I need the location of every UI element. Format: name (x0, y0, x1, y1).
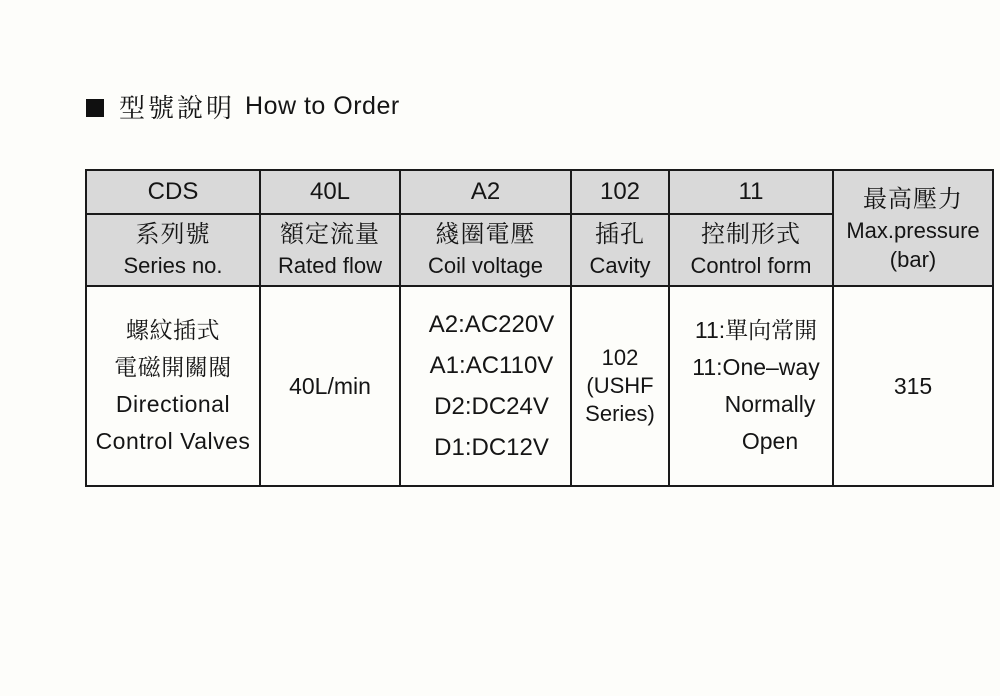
section-title-en: How to Order (245, 92, 400, 120)
voltage-option: A2:AC220V (428, 311, 555, 338)
header-cell-max-pressure (833, 170, 993, 286)
voltage-option: D1:DC12V (434, 434, 549, 461)
cell-cavity (571, 286, 669, 486)
code-cell-flow: 40L (260, 170, 400, 214)
max-pressure-label-en: Max.pressure (846, 217, 980, 243)
cell-control-form (669, 286, 833, 486)
flow-label-en: Rated flow (278, 253, 382, 278)
control-form-line: Normally (724, 391, 816, 417)
cavity-label-zh: 插孔 (595, 221, 645, 248)
cavity-line: 102 (601, 345, 639, 370)
control-label-zh: 控制形式 (701, 221, 801, 248)
control-form-line: 11:One–way (692, 354, 820, 380)
cavity-label-en: Cavity (589, 253, 651, 278)
voltage-label-en: Coil voltage (428, 253, 543, 278)
series-label-zh: 系列號 (135, 221, 211, 248)
code-cell-series: CDS (86, 170, 260, 214)
voltage-option: D2:DC24V (434, 393, 549, 420)
series-desc-line: 電磁開關閥 (114, 354, 232, 380)
section-title-zh: 型號說明 (119, 93, 236, 123)
voltage-option: A1:AC110V (429, 352, 554, 379)
header-cell-series (86, 214, 260, 286)
control-form-line: 11:單向常開 (694, 317, 818, 343)
square-bullet-icon (86, 99, 104, 117)
series-desc-line: Directional (115, 391, 231, 417)
model-code-row (86, 170, 993, 214)
series-desc-line: 螺紋插式 (126, 317, 220, 343)
flow-label-zh: 額定流量 (280, 221, 380, 248)
series-label-en: Series no. (123, 253, 223, 278)
header-cell-flow (260, 214, 400, 286)
cell-coil-voltage-options (400, 286, 571, 486)
cavity-line: (USHF (586, 373, 654, 398)
voltage-label-zh: 綫圈電壓 (435, 221, 536, 248)
series-desc-line: Control Valves (95, 428, 251, 454)
header-cell-cavity (571, 214, 669, 286)
control-form-line: Open (741, 428, 799, 454)
code-cell-control: 11 (669, 170, 833, 214)
table-body-row (86, 286, 993, 486)
section-title (86, 88, 400, 125)
control-label-en: Control form (690, 253, 812, 278)
code-cell-voltage: A2 (400, 170, 571, 214)
header-cell-voltage (400, 214, 571, 286)
cavity-line: Series) (585, 401, 655, 426)
how-to-order-table (85, 169, 994, 487)
code-cell-cavity: 102 (571, 170, 669, 214)
cell-max-pressure-value: 315 (833, 286, 993, 486)
cell-series-description (86, 286, 260, 486)
cell-rated-flow: 40L/min (260, 286, 400, 486)
max-pressure-unit: (bar) (889, 246, 937, 272)
max-pressure-label-zh: 最高壓力 (863, 185, 963, 213)
header-cell-control (669, 214, 833, 286)
